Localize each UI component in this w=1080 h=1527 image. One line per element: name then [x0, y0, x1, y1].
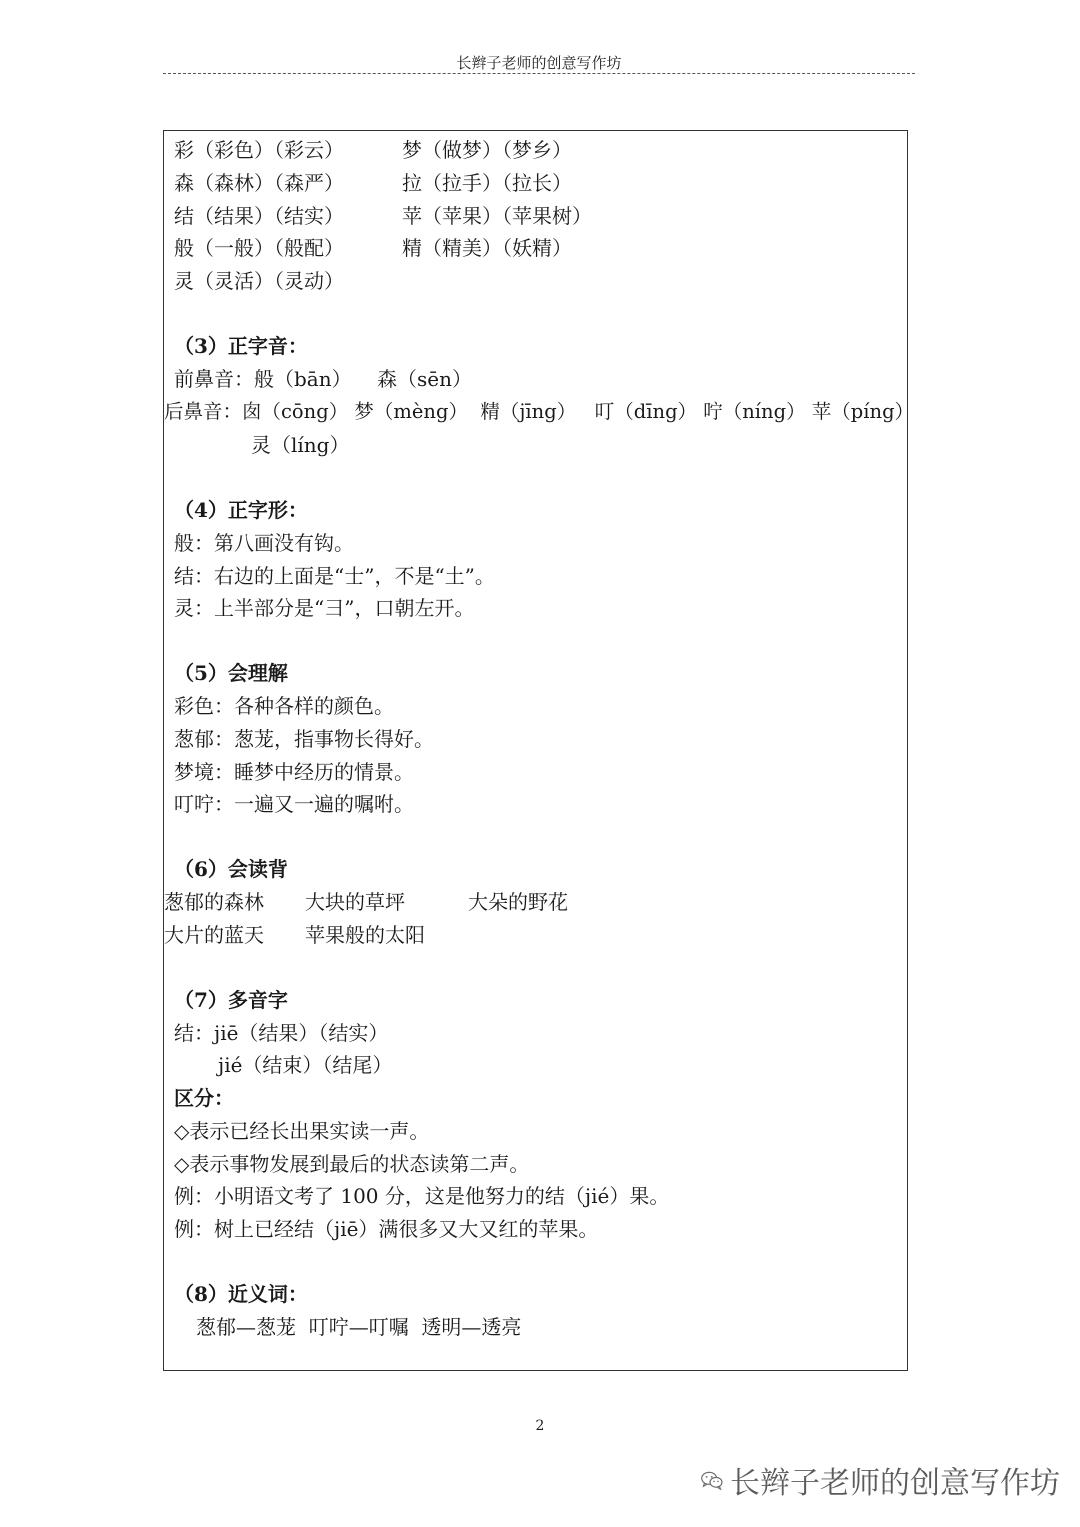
recite-phrase: 苹果般的太阳	[305, 923, 425, 947]
example-1: 例：小明语文考了 100 分，这是他努力的结（jié）果。	[174, 1184, 670, 1208]
pair-right-1: 梦（做梦）（梦乡）	[402, 138, 572, 162]
recite-phrase: 大朵的野花	[468, 890, 568, 914]
page-number: 2	[535, 1418, 545, 1434]
example-2: 例：树上已经结（jiē）满很多又大又红的苹果。	[174, 1217, 599, 1241]
pair-left-2: 森（森林）（森严）	[174, 171, 344, 195]
back-nasal-line: 后鼻音：囱（cōng） 梦（mèng） 精（jīng） 叮（dīng） 咛（níng） 苹（píng）	[164, 400, 915, 423]
watermark-text: 长辫子老师的创意写作坊	[730, 1466, 1060, 1501]
pair-left-4: 般（一般）（般配）	[174, 236, 344, 260]
distinguish-rule-1: ◇表示已经长出果实读一声。	[174, 1119, 430, 1143]
header-divider	[163, 73, 915, 74]
pair-right-4: 精（精美）（妖精）	[402, 236, 572, 260]
recite-phrase: 大块的草坪	[305, 890, 405, 914]
section-6-heading: （6）会读背	[174, 857, 288, 881]
polyphone-line-1: 结：jiē（结果）（结实）	[174, 1021, 389, 1045]
pair-left-1: 彩（彩色）（彩云）	[174, 138, 344, 162]
shape-note-2: 结：右边的上面是“士”，不是“土”。	[174, 564, 495, 588]
shape-note-3: 灵：上半部分是“彐”，口朝左开。	[174, 596, 475, 620]
pair-right-3: 苹（苹果）（苹果树）	[402, 204, 592, 228]
recite-phrase: 大片的蓝天	[164, 923, 264, 947]
meaning-3: 梦境：睡梦中经历的情景。	[174, 760, 414, 784]
meaning-1: 彩色：各种各样的颜色。	[174, 694, 394, 718]
back-nasal-line-2: 灵（líng）	[251, 433, 350, 457]
section-3-heading: （3）正字音：	[174, 334, 308, 358]
section-7-heading: （7）多音字	[174, 988, 288, 1012]
polyphone-line-2: jié（结束）（结尾）	[218, 1053, 393, 1077]
synonyms-line: 葱郁—葱茏 叮咛—叮嘱 透明—透亮	[196, 1315, 522, 1339]
front-nasal-line: 前鼻音：般（bān） 森（sēn）	[174, 367, 473, 391]
shape-note-1: 般：第八画没有钩。	[174, 531, 354, 555]
meaning-4: 叮咛：一遍又一遍的嘱咐。	[174, 792, 414, 816]
pair-left-3: 结（结果）（结实）	[174, 204, 344, 228]
recite-phrase: 葱郁的森林	[164, 890, 264, 914]
distinguish-heading: 区分：	[174, 1086, 234, 1110]
watermark	[700, 1460, 1060, 1500]
header-title: 长辫子老师的创意写作坊	[456, 54, 622, 72]
section-8-heading: （8）近义词：	[174, 1282, 308, 1306]
pair-right-2: 拉（拉手）（拉长）	[402, 171, 572, 195]
pair-left-5: 灵（灵活）（灵动）	[174, 269, 344, 293]
distinguish-rule-2: ◇表示事物发展到最后的状态读第二声。	[174, 1152, 530, 1176]
section-5-heading: （5）会理解	[174, 661, 288, 685]
meaning-2: 葱郁：葱茏，指事物长得好。	[174, 727, 434, 751]
wechat-icon	[700, 1463, 724, 1497]
section-4-heading: （4）正字形：	[174, 498, 308, 522]
